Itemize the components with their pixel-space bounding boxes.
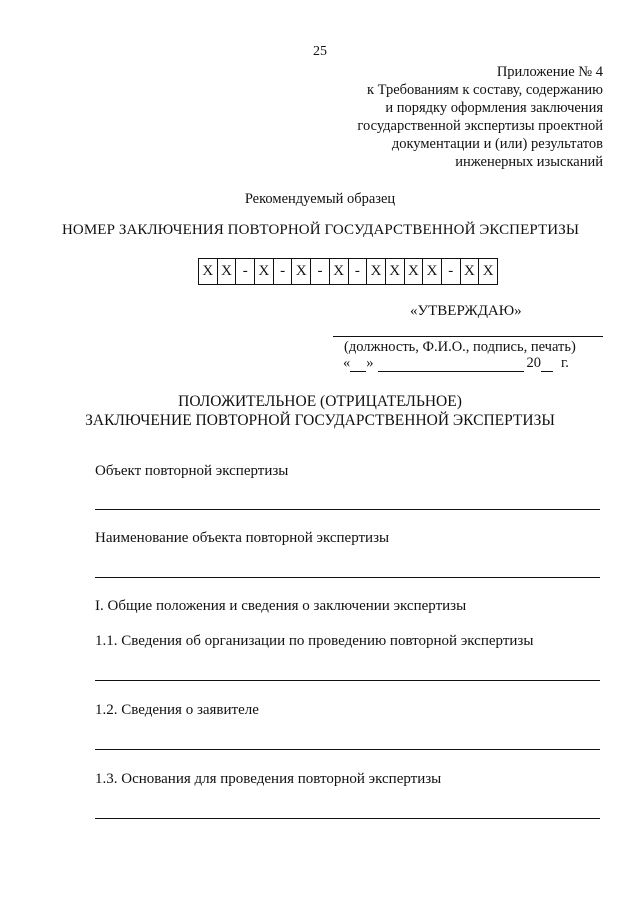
field-1-1-line (95, 680, 600, 681)
approval-title: «УТВЕРЖДАЮ» (410, 303, 522, 319)
field-1-2-line (95, 749, 600, 750)
date-quote-open: « (343, 355, 351, 371)
month-blank (378, 357, 524, 372)
number-title: НОМЕР ЗАКЛЮЧЕНИЯ ПОВТОРНОЙ ГОСУДАРСТВЕННОЙ ЭКСПЕРТИЗЫ (62, 222, 579, 238)
field-1-3-label: 1.3. Основания для проведения повторной экспертизы (95, 771, 442, 787)
object-label: Объект повторной экспертизы (95, 463, 289, 479)
object-name-field-line (95, 577, 600, 578)
field-1-1-label: 1.1. Сведения об организации по проведению повторной экспертизы (95, 633, 534, 649)
appendix-line: к Требованиям к составу, содержанию (366, 82, 603, 98)
code-cell: X (405, 259, 424, 284)
code-cell: X (386, 259, 405, 284)
code-cell: - (442, 259, 461, 284)
conclusion-number-grid (198, 258, 498, 285)
year-prefix: 20 (526, 355, 541, 371)
heading-line-2: ЗАКЛЮЧЕНИЕ ПОВТОРНОЙ ГОСУДАРСТВЕННОЙ ЭКСПЕРТИЗЫ (85, 412, 555, 429)
year-blank (541, 357, 553, 372)
appendix-line: государственной экспертизы проектной (357, 118, 603, 134)
signature-line (333, 336, 603, 337)
field-1-3-line (95, 818, 600, 819)
appendix-line: документации и (или) результатов (391, 136, 603, 152)
appendix-line: инженерных изысканий (455, 154, 603, 170)
field-1-2-label: 1.2. Сведения о заявителе (95, 702, 259, 718)
code-cell: - (311, 259, 330, 284)
appendix-block (357, 63, 603, 171)
object-name-label: Наименование объекта повторной экспертизы (95, 530, 390, 546)
code-cell: X (292, 259, 311, 284)
code-cell: X (423, 259, 442, 284)
page-number: 25 (313, 44, 327, 59)
code-cell: X (199, 259, 218, 284)
day-blank (350, 357, 366, 372)
signature-caption: (должность, Ф.И.О., подпись, печать) (344, 339, 576, 355)
document-heading (0, 392, 640, 430)
code-cell: X (367, 259, 386, 284)
object-field-line (95, 509, 600, 510)
code-cell: - (274, 259, 293, 284)
date-quote-close: » (366, 355, 374, 371)
code-cell: X (255, 259, 274, 284)
code-cell: X (461, 259, 480, 284)
heading-line-1: ПОЛОЖИТЕЛЬНОЕ (ОТРИЦАТЕЛЬНОЕ) (178, 393, 462, 410)
code-cell: X (479, 259, 498, 284)
appendix-line: и порядку оформления заключения (385, 100, 603, 116)
appendix-line: Приложение № 4 (496, 64, 603, 80)
sample-label: Рекомендуемый образец (244, 191, 396, 207)
code-cell: X (330, 259, 349, 284)
code-cell: - (236, 259, 255, 284)
code-cell: - (349, 259, 368, 284)
approval-date (343, 355, 569, 372)
year-suffix: г. (561, 355, 569, 371)
code-cell: X (218, 259, 237, 284)
section-1-title: I. Общие положения и сведения о заключении экспертизы (95, 598, 467, 614)
